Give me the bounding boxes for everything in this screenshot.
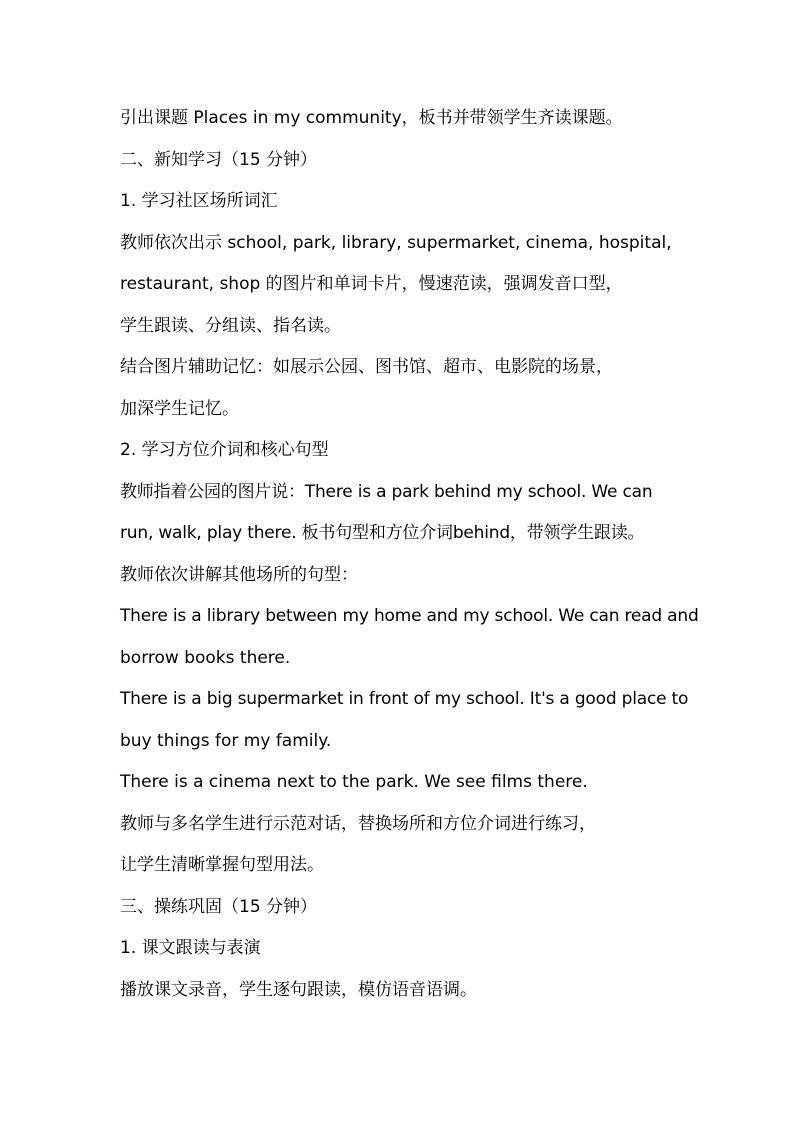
text-line: run, walk, play there. 板书句型和方位介词behind，带领学生跟读。 xyxy=(120,523,645,543)
text-line: 教师指着公园的图片说：There is a park behind my school. We can xyxy=(120,481,653,502)
subsection-heading: 1. 学习社区场所词汇 xyxy=(120,191,278,211)
text-line: 教师依次出示 school, park, library, supermarket, cinema, hospital, xyxy=(120,232,672,253)
subsection-heading: 2. 学习方位介词和核心句型 xyxy=(120,440,329,460)
text-line: There is a big supermarket in front of my school. It's a good place to xyxy=(120,689,689,709)
text-line: 学生跟读、分组读、指名读。 xyxy=(120,315,341,336)
text-line: 播放课文录音，学生逐句跟读，模仿语音语调。 xyxy=(120,979,477,1000)
text-line: 引出课题 Places in my community，板书并带领学生齐读课题。 xyxy=(120,108,623,128)
text-line: 让学生清晰掌握句型用法。 xyxy=(120,855,324,875)
subsection-heading: 1. 课文跟读与表演 xyxy=(120,938,261,958)
text-line: restaurant, shop 的图片和单词卡片，慢速范读，强调发音口型， xyxy=(120,274,623,294)
text-line: There is a cinema next to the park. We see films there. xyxy=(120,772,588,792)
section-heading: 二、新知学习（15 分钟） xyxy=(120,149,318,170)
document-body xyxy=(120,98,699,1011)
text-line: borrow books there. xyxy=(120,647,291,668)
text-line: There is a library between my home and my school. We can read and xyxy=(120,606,699,626)
text-line: 结合图片辅助记忆：如展示公园、图书馆、超市、电影院的场景， xyxy=(120,357,613,377)
text-line: 教师依次讲解其他场所的句型： xyxy=(120,564,358,585)
text-line: 加深学生记忆。 xyxy=(120,398,239,419)
text-line: buy things for my family. xyxy=(120,730,332,751)
section-heading: 三、操练巩固（15 分钟） xyxy=(120,896,318,917)
text-line: 教师与多名学生进行示范对话，替换场所和方位介词进行练习， xyxy=(120,813,596,834)
